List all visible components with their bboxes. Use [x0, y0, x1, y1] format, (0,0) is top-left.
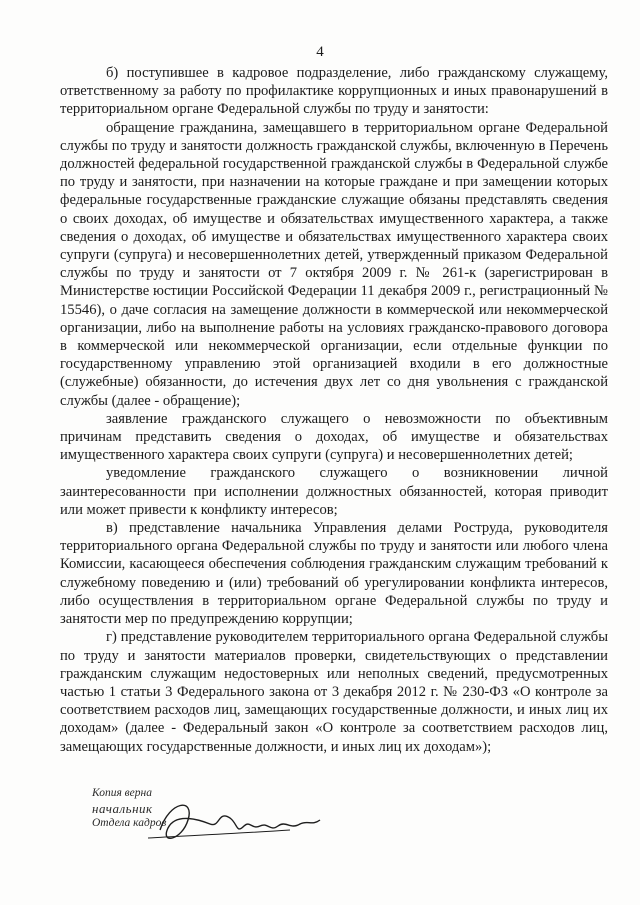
paragraph-statement: заявление гражданского служащего о невозможности по объективным причинам представить сведения о доходах, об имуществе и обязательствах имущественного характера своих супруги (супруга) и несовершеннолетних детей;: [60, 410, 608, 464]
paragraph-g: г) представление руководителем территориального органа Федеральной службы по труду и занятости материалов проверки, свидетельствующих о представлении гражданским служащим недостоверных или неполных сведений, предусмотренных частью 1 статьи 3 Федерального закона от 3 декабря 2012 г. № 230-ФЗ «О контроле за соответствием расходов лиц, замещающих государственные должности, и иных лиц их доходам» (далее - Федеральный закон «О контроле за соответствием расходов лиц, замещающих государственные должности, и иных лиц их доходам»);: [60, 629, 608, 755]
paragraph-b: б) поступившее в кадровое подразделение, либо гражданскому служащему, ответственному за работу по профилактике коррупционных и иных правонарушений в территориальном органе Федеральной службы по труду и занятости:: [60, 65, 608, 118]
certification-position-line: начальник: [92, 801, 153, 816]
certification-copy-line: Копия верна: [92, 787, 152, 799]
paragraph-v: в) представление начальника Управления делами Роструда, руководителя территориального органа Федеральной службы по труду и занятости или любого члена Комиссии, касающееся обеспечения соблюдения гражданским служащим требований к служебному поведению и (или) требований об урегулировании конфликта интересов, либо осуществления в территориальном органе Федеральной службы по труду и занятости мер по предупреждению коррупции;: [60, 520, 608, 628]
paragraph-appeal: обращение гражданина, замещавшего в территориальном органе Федеральной службы по труду и занятости должность гражданской службы, включенную в Перечень должностей федеральной государственной гражданской службы в Федеральной службе по труду и занятости, при назначении на которые граждане и при замещении которых федеральные государственные гражданские служащие обязаны представлять сведения о своих доходах, об имуществе и обязательствах имущественного характера, а также сведения о доходах, об имуществе и обязательствах имущественного характера своих супруги (супруга) и несовершеннолетних детей, утвержденный приказом Федеральной службы по труду и занятости от 7 октября 2009 г. № 261-к (зарегистрирован в Министерстве юстиции Российской Федерации 11 декабря 2009 г., регистрационный № 15546), о даче согласия на замещение должности в коммерческой или некоммерческой организации, либо на выполнение работы на условиях гражданско-правового договора в коммерческой или некоммерческой организации, если отдельные функции по государственному управлению этой организацией входили в его должностные (служебные) обязанности, до истечения двух лет со дня увольнения с гражданской службы (далее - обращение);: [60, 119, 608, 409]
handwritten-signature: [140, 790, 330, 860]
page-number: 4: [316, 44, 324, 60]
document-body: [60, 64, 608, 756]
paragraph-notification: уведомление гражданского служащего о возникновении личной заинтересованности при исполнении должностных обязанностей, которая приводит или может привести к конфликту интересов;: [60, 465, 608, 518]
certification-department-line: Отдела кадров: [92, 817, 167, 829]
